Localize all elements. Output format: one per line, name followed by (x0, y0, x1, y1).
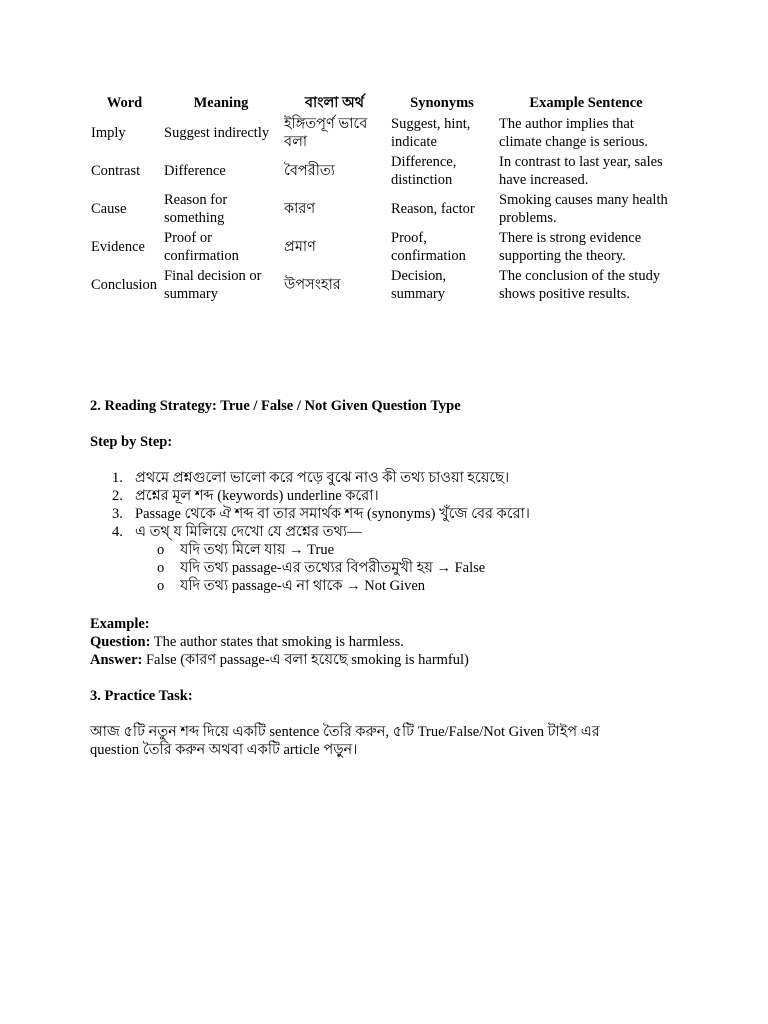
cell-word: Contrast (91, 163, 141, 179)
cell-synonyms: Reason, factor (391, 201, 475, 217)
header-meaning: Meaning (193, 95, 249, 111)
list-item (90, 487, 690, 505)
table-row (88, 114, 676, 152)
cell-meaning: Final decision or summary (164, 268, 262, 302)
cell-meaning: Suggest indirectly (164, 125, 270, 141)
header-bangla-meaning: বাংলা অর্থ (304, 95, 365, 111)
cell-meaning: Proof or confirmation (164, 230, 239, 264)
question-label: Question: (90, 634, 151, 650)
list-number: 1. (112, 470, 123, 486)
list-number: 3. (112, 506, 123, 522)
cell-bangla: প্রমাণ (284, 239, 316, 255)
cell-word: Evidence (91, 239, 145, 255)
table-header-row (88, 94, 676, 114)
question-text: The author states that smoking is harmless. (150, 634, 404, 650)
cell-synonyms: Difference, distinction (391, 154, 457, 188)
list-item (90, 505, 690, 523)
step-text: এ তথ্ য মিলিয়ে দেখো যে প্রশ্নের তথ্য— (135, 524, 362, 540)
step-by-step-heading: Step by Step: (90, 434, 173, 450)
cell-word: Imply (91, 125, 126, 141)
sub-bullet-text: যদি তথ্য passage-এর তথ্যের বিপরীতমুখী হয় → False (180, 560, 486, 576)
table-row (88, 266, 676, 304)
list-number: 4. (112, 524, 123, 540)
steps-list (90, 469, 690, 595)
step-text: প্রশ্নের মূল শব্দ (keywords) underline করো। (135, 488, 379, 504)
sub-list-container (90, 541, 690, 595)
list-item (90, 559, 690, 577)
sub-bullet-text: যদি তথ্য passage-এ না থাকে → Not Given (180, 578, 426, 594)
cell-example: There is strong evidence supporting the theory. (499, 230, 642, 264)
cell-synonyms: Suggest, hint, indicate (391, 116, 471, 150)
sub-bullet-list (90, 541, 690, 595)
cell-example: The conclusion of the study shows positive results. (499, 268, 661, 302)
section-2-heading: 2. Reading Strategy: True / False / Not Given Question Type (90, 398, 461, 414)
cell-synonyms: Proof, confirmation (391, 230, 466, 264)
cell-synonyms: Decision, summary (391, 268, 447, 302)
list-item (90, 469, 690, 487)
table-row (88, 190, 676, 228)
circle-bullet-icon: o (157, 542, 165, 558)
header-example-sentence: Example Sentence (529, 95, 643, 111)
cell-bangla: কারণ (284, 201, 316, 217)
circle-bullet-icon: o (157, 578, 165, 594)
section-3-heading: 3. Practice Task: (90, 688, 193, 704)
step-text: প্রথমে প্রশ্নগুলো ভালো করে পড়ে বুঝে নাও কী তথ্য চাওয়া হয়েছে। (135, 470, 510, 486)
cell-example: The author implies that climate change is serious. (499, 116, 648, 150)
cell-example: In contrast to last year, sales have increased. (499, 154, 663, 188)
answer-label: Answer: (90, 652, 143, 668)
list-item (90, 523, 690, 541)
cell-bangla: বৈপরীত্য (284, 163, 335, 179)
example-answer (90, 651, 690, 669)
sub-bullet-text: যদি তথ্য মিলে যায় → True (180, 542, 335, 558)
header-synonyms: Synonyms (410, 95, 474, 111)
example-label: Example: (90, 616, 150, 632)
cell-bangla: ইঙ্গিতপূর্ণ ভাবে বলা (284, 116, 368, 150)
table-row (88, 152, 676, 190)
cell-word: Cause (91, 201, 127, 217)
cell-meaning: Difference (164, 163, 226, 179)
answer-text: False (কারণ passage-এ বলা হয়েছে smoking is harmful) (142, 652, 469, 668)
header-word: Word (106, 95, 143, 111)
practice-task-body: আজ ৫টি নতুন শব্দ দিয়ে একটি sentence তৈরি করুন, ৫টি True/False/Not Given টাইপ এর question তৈরি করুন অথবা একটি article পড়ুন। (90, 724, 600, 758)
cell-word: Conclusion (91, 277, 158, 293)
cell-bangla: উপসংহার (284, 277, 341, 293)
step-text: Passage থেকে ঐ শব্দ বা তার সমার্থক শব্দ (synonyms) খুঁজে বের করো। (135, 506, 530, 522)
vocabulary-table (88, 94, 676, 304)
list-number: 2. (112, 488, 123, 504)
circle-bullet-icon: o (157, 560, 165, 576)
list-item (90, 541, 690, 559)
cell-meaning: Reason for something (164, 192, 228, 226)
list-item (90, 577, 690, 595)
cell-example: Smoking causes many health problems. (499, 192, 668, 226)
example-question (90, 633, 690, 651)
table-row (88, 228, 676, 266)
